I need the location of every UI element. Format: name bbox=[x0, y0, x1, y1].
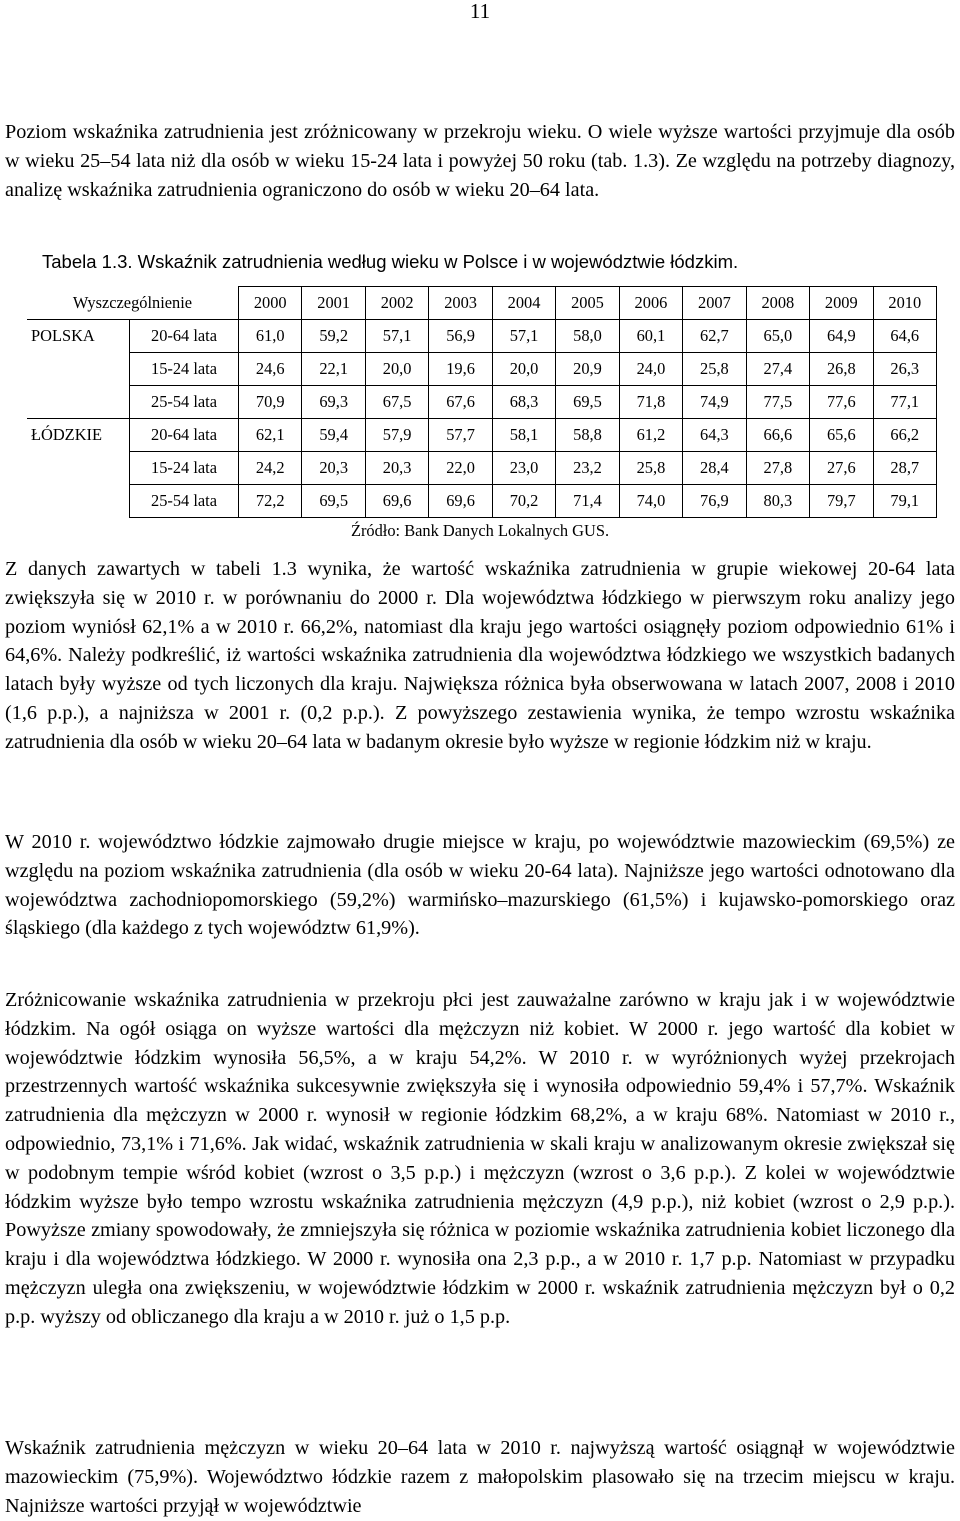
value-cell: 59,2 bbox=[302, 320, 365, 353]
paragraph-ranking: W 2010 r. województwo łódzkie zajmowało drugie miejsce w kraju, po województwie mazowieckim (69,5%) ze względu na poziom wskaźnika zatrudnienia (dla osób w wieku 20-64 lata). Najniższe jego wartości odnotowano dla województwa zachodniopomorskiego (59,2%) warmińsko–mazurskiego (61,5%) i kujawsko-pomorskiego oraz śląskiego (dla każdego z tych województw 61,9%). bbox=[5, 831, 955, 940]
employment-rate-table bbox=[27, 286, 937, 518]
value-cell: 74,0 bbox=[619, 485, 682, 518]
age-group-cell: 15-24 lata bbox=[130, 452, 239, 485]
value-cell: 20,0 bbox=[365, 353, 428, 386]
value-cell: 69,5 bbox=[302, 485, 365, 518]
value-cell: 57,7 bbox=[429, 419, 492, 452]
year-header: 2003 bbox=[429, 287, 492, 320]
value-cell: 24,6 bbox=[239, 353, 302, 386]
year-header: 2007 bbox=[683, 287, 746, 320]
value-cell: 71,4 bbox=[556, 485, 619, 518]
value-cell: 64,6 bbox=[873, 320, 936, 353]
paragraph-men: Wskaźnik zatrudnienia mężczyzn w wieku 20–64 lata w 2010 r. najwyższą wartość osiągnął w województwie mazowieckim (75,9%). Województwo łódzkie razem z małopolskim plasowało się na trzecim miejscu w kraju. Najniższe wartości przyjął w województwie bbox=[5, 1437, 955, 1517]
value-cell: 71,8 bbox=[619, 386, 682, 419]
value-cell: 20,0 bbox=[492, 353, 555, 386]
table-row bbox=[27, 353, 937, 386]
year-header: 2006 bbox=[619, 287, 682, 320]
intro-paragraph: Poziom wskaźnika zatrudnienia jest zróżnicowany w przekroju wieku. O wiele wyższe wartości przyjmuje dla osób w wieku 25–54 lata niż dla osób w wieku 15-24 lata i powyżej 50 roku (tab. 1.3). Ze względu na potrzeby diagnozy, analizę wskaźnika zatrudnienia ograniczono do osób w wieku 20–64 lata. bbox=[5, 121, 955, 201]
region-cell bbox=[27, 485, 130, 518]
value-cell: 59,4 bbox=[302, 419, 365, 452]
value-cell: 65,0 bbox=[746, 320, 809, 353]
value-cell: 58,0 bbox=[556, 320, 619, 353]
value-cell: 74,9 bbox=[683, 386, 746, 419]
value-cell: 70,2 bbox=[492, 485, 555, 518]
age-group-cell: 25-54 lata bbox=[130, 386, 239, 419]
value-cell: 26,3 bbox=[873, 353, 936, 386]
value-cell: 76,9 bbox=[683, 485, 746, 518]
year-header: 2008 bbox=[746, 287, 809, 320]
value-cell: 77,1 bbox=[873, 386, 936, 419]
table-row bbox=[27, 320, 937, 353]
value-cell: 27,4 bbox=[746, 353, 809, 386]
table-row bbox=[27, 485, 937, 518]
value-cell: 79,7 bbox=[810, 485, 873, 518]
value-cell: 20,3 bbox=[302, 452, 365, 485]
table-row bbox=[27, 386, 937, 419]
value-cell: 80,3 bbox=[746, 485, 809, 518]
year-header: 2009 bbox=[810, 287, 873, 320]
value-cell: 68,3 bbox=[492, 386, 555, 419]
value-cell: 22,1 bbox=[302, 353, 365, 386]
age-group-cell: 25-54 lata bbox=[130, 485, 239, 518]
value-cell: 64,9 bbox=[810, 320, 873, 353]
value-cell: 69,6 bbox=[429, 485, 492, 518]
value-cell: 67,6 bbox=[429, 386, 492, 419]
value-cell: 20,9 bbox=[556, 353, 619, 386]
value-cell: 77,6 bbox=[810, 386, 873, 419]
table-row bbox=[27, 419, 937, 452]
value-cell: 27,8 bbox=[746, 452, 809, 485]
value-cell: 62,7 bbox=[683, 320, 746, 353]
value-cell: 79,1 bbox=[873, 485, 936, 518]
value-cell: 28,7 bbox=[873, 452, 936, 485]
year-header: 2002 bbox=[365, 287, 428, 320]
value-cell: 72,2 bbox=[239, 485, 302, 518]
value-cell: 20,3 bbox=[365, 452, 428, 485]
year-header: 2000 bbox=[239, 287, 302, 320]
table-header-row bbox=[27, 287, 937, 320]
year-header: 2004 bbox=[492, 287, 555, 320]
value-cell: 28,4 bbox=[683, 452, 746, 485]
value-cell: 22,0 bbox=[429, 452, 492, 485]
paragraph-analysis: Z danych zawartych w tabeli 1.3 wynika, że wartość wskaźnika zatrudnienia w grupie wiekowej 20-64 lata zwiększyła się w 2010 r. w porównaniu do 2000 r. Dla województwa łódzkiego w pierwszym roku analizy jego poziom wyniósł 62,1% a w 2010 r. 66,2%, natomiast dla kraju jego wartości osiągnęły poziom odpowiednio 61% i 64,6%. Należy podkreślić, iż wartości wskaźnika zatrudnienia dla województwa łódzkiego we wszystkich badanych latach były wyższe od tych liczonych dla kraju. Największa różnica była obserwowana w latach 2007, 2008 i 2010 (1,6 p.p.), a najniższa w 2001 r. (0,2 p.p.). Z powyższego zestawienia wynika, że tempo wzrostu wskaźnika zatrudnienia dla osób w wieku 20–64 lata w badanym okresie było wyższe w regionie łódzkim niż w kraju. bbox=[5, 558, 955, 753]
age-group-cell: 15-24 lata bbox=[130, 353, 239, 386]
value-cell: 19,6 bbox=[429, 353, 492, 386]
value-cell: 57,9 bbox=[365, 419, 428, 452]
value-cell: 66,2 bbox=[873, 419, 936, 452]
region-cell: POLSKA bbox=[27, 320, 130, 353]
value-cell: 58,1 bbox=[492, 419, 555, 452]
paragraph-gender: Zróżnicowanie wskaźnika zatrudnienia w przekroju płci jest zauważalne zarówno w kraju jak i w województwie łódzkim. Na ogół osiąga on wyższe wartości dla mężczyzn niż kobiet. W 2000 r. jego wartość dla kobiet w województwie łódzkim wynosiła 56,5%, a w kraju 54,2%. W 2010 r. w wyróżnionych wyżej przekrojach przestrzennych wartość wskaźnika sukcesywnie zwiększyła się i wynosiła odpowiednio 59,4% i 57,7%. Wskaźnik zatrudnienia dla mężczyzn w 2000 r. wynosił w regionie łódzkim 68,2%, a w kraju 68%. Natomiast w 2010 r., odpowiednio, 73,1% i 71,6%. Jak widać, wskaźnik zatrudnienia w skali kraju w analizowanym okresie zwiększał się w podobnym tempie wśród kobiet (wzrost o 3,5 p.p.) i mężczyzn (wzrost o 3,6 p.p.). Z kolei w województwie łódzkim wyższe było tempo wzrostu wskaźnika zatrudnienia mężczyzn (4,9 p.p.), niż kobiet (wzrost o 2,9 p.p.). Powyższe zmiany spowodowały, że zmniejszyła się różnica w poziomie wskaźnika zatrudnienia kobiet liczonego dla kraju i dla województwa łódzkiego. W 2000 r. wynosiła ona 2,3 p.p., a w 2010 r. 1,7 p.p. Natomiast w przypadku mężczyzn uległa ona zwiększeniu, w województwie łódzkim w 2000 r. wskaźnik zatrudnienia mężczyzn był o 0,2 p.p. wyższy od obliczanego dla kraju a w 2010 r. już o 1,5 p.p. bbox=[5, 989, 955, 1328]
value-cell: 61,2 bbox=[619, 419, 682, 452]
value-cell: 65,6 bbox=[810, 419, 873, 452]
region-cell bbox=[27, 353, 130, 386]
value-cell: 56,9 bbox=[429, 320, 492, 353]
value-cell: 67,5 bbox=[365, 386, 428, 419]
value-cell: 69,6 bbox=[365, 485, 428, 518]
year-header: 2010 bbox=[873, 287, 936, 320]
value-cell: 24,0 bbox=[619, 353, 682, 386]
table-source: Źródło: Bank Danych Lokalnych GUS. bbox=[350, 521, 610, 540]
age-group-cell: 20-64 lata bbox=[130, 320, 239, 353]
value-cell: 24,2 bbox=[239, 452, 302, 485]
table-caption: Tabela 1.3. Wskaźnik zatrudnienia według wieku w Polsce i w województwie łódzkim. bbox=[42, 251, 739, 272]
value-cell: 77,5 bbox=[746, 386, 809, 419]
value-cell: 61,0 bbox=[239, 320, 302, 353]
value-cell: 23,0 bbox=[492, 452, 555, 485]
region-cell bbox=[27, 386, 130, 419]
value-cell: 58,8 bbox=[556, 419, 619, 452]
value-cell: 25,8 bbox=[619, 452, 682, 485]
value-cell: 62,1 bbox=[239, 419, 302, 452]
value-cell: 57,1 bbox=[492, 320, 555, 353]
region-cell bbox=[27, 452, 130, 485]
table-row bbox=[27, 452, 937, 485]
value-cell: 69,3 bbox=[302, 386, 365, 419]
region-cell: ŁÓDZKIE bbox=[27, 419, 130, 452]
value-cell: 23,2 bbox=[556, 452, 619, 485]
table-body bbox=[27, 287, 937, 518]
page-number: 11 bbox=[469, 0, 491, 23]
value-cell: 26,8 bbox=[810, 353, 873, 386]
value-cell: 64,3 bbox=[683, 419, 746, 452]
value-cell: 60,1 bbox=[619, 320, 682, 353]
value-cell: 27,6 bbox=[810, 452, 873, 485]
value-cell: 70,9 bbox=[239, 386, 302, 419]
year-header: 2001 bbox=[302, 287, 365, 320]
value-cell: 25,8 bbox=[683, 353, 746, 386]
table-header-label: Wyszczególnienie bbox=[27, 287, 239, 320]
age-group-cell: 20-64 lata bbox=[130, 419, 239, 452]
year-header: 2005 bbox=[556, 287, 619, 320]
value-cell: 57,1 bbox=[365, 320, 428, 353]
value-cell: 66,6 bbox=[746, 419, 809, 452]
value-cell: 69,5 bbox=[556, 386, 619, 419]
